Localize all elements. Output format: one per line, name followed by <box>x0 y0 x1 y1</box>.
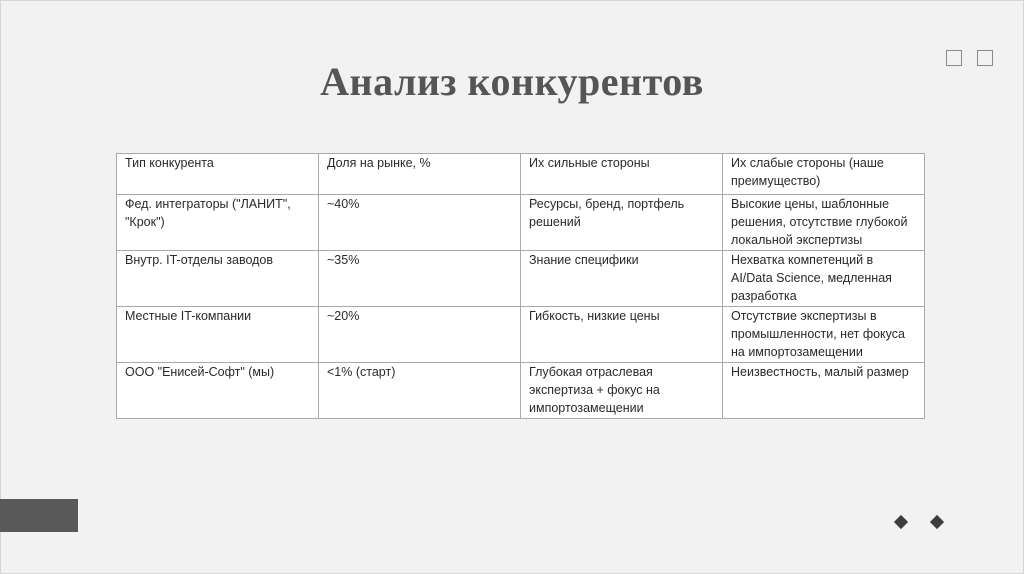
page-title: Анализ конкурентов <box>320 59 704 104</box>
table-cell: ООО "Енисей-Софт" (мы) <box>117 363 319 419</box>
header-cell: Их сильные стороны <box>521 154 723 195</box>
table-cell: ~35% <box>319 251 521 307</box>
table-cell: Ресурсы, бренд, портфель решений <box>521 195 723 251</box>
table-cell: ~40% <box>319 195 521 251</box>
table-cell: ~20% <box>319 307 521 363</box>
table-row <box>117 251 925 307</box>
table-cell: <1% (старт) <box>319 363 521 419</box>
table-cell: Неизвестность, малый размер <box>723 363 925 419</box>
table-row <box>117 195 925 251</box>
table-cell: Глубокая отраслевая экспертиза + фокус на импортозамещении <box>521 363 723 419</box>
header-cell: Доля на рынке, % <box>319 154 521 195</box>
competitor-table <box>116 153 925 419</box>
table-row <box>117 363 925 419</box>
table-header-row <box>117 154 925 195</box>
table-cell: Гибкость, низкие цены <box>521 307 723 363</box>
table-cell: Высокие цены, шаблонные решения, отсутствие глубокой локальной экспертизы <box>723 195 925 251</box>
table-cell: Внутр. IT-отделы заводов <box>117 251 319 307</box>
header-cell: Их слабые стороны (наше преимущество) <box>723 154 925 195</box>
header-cell: Тип конкурента <box>117 154 319 195</box>
table-cell: Местные IT-компании <box>117 307 319 363</box>
table-cell: Нехватка компетенций в AI/Data Science, медленная разработка <box>723 251 925 307</box>
table-cell: Отсутствие экспертизы в промышленности, нет фокуса на импортозамещении <box>723 307 925 363</box>
table-cell: Фед. интеграторы ("ЛАНИТ", "Крок") <box>117 195 319 251</box>
decor-bar <box>0 499 78 532</box>
table-cell: Знание специфики <box>521 251 723 307</box>
table-row <box>117 307 925 363</box>
